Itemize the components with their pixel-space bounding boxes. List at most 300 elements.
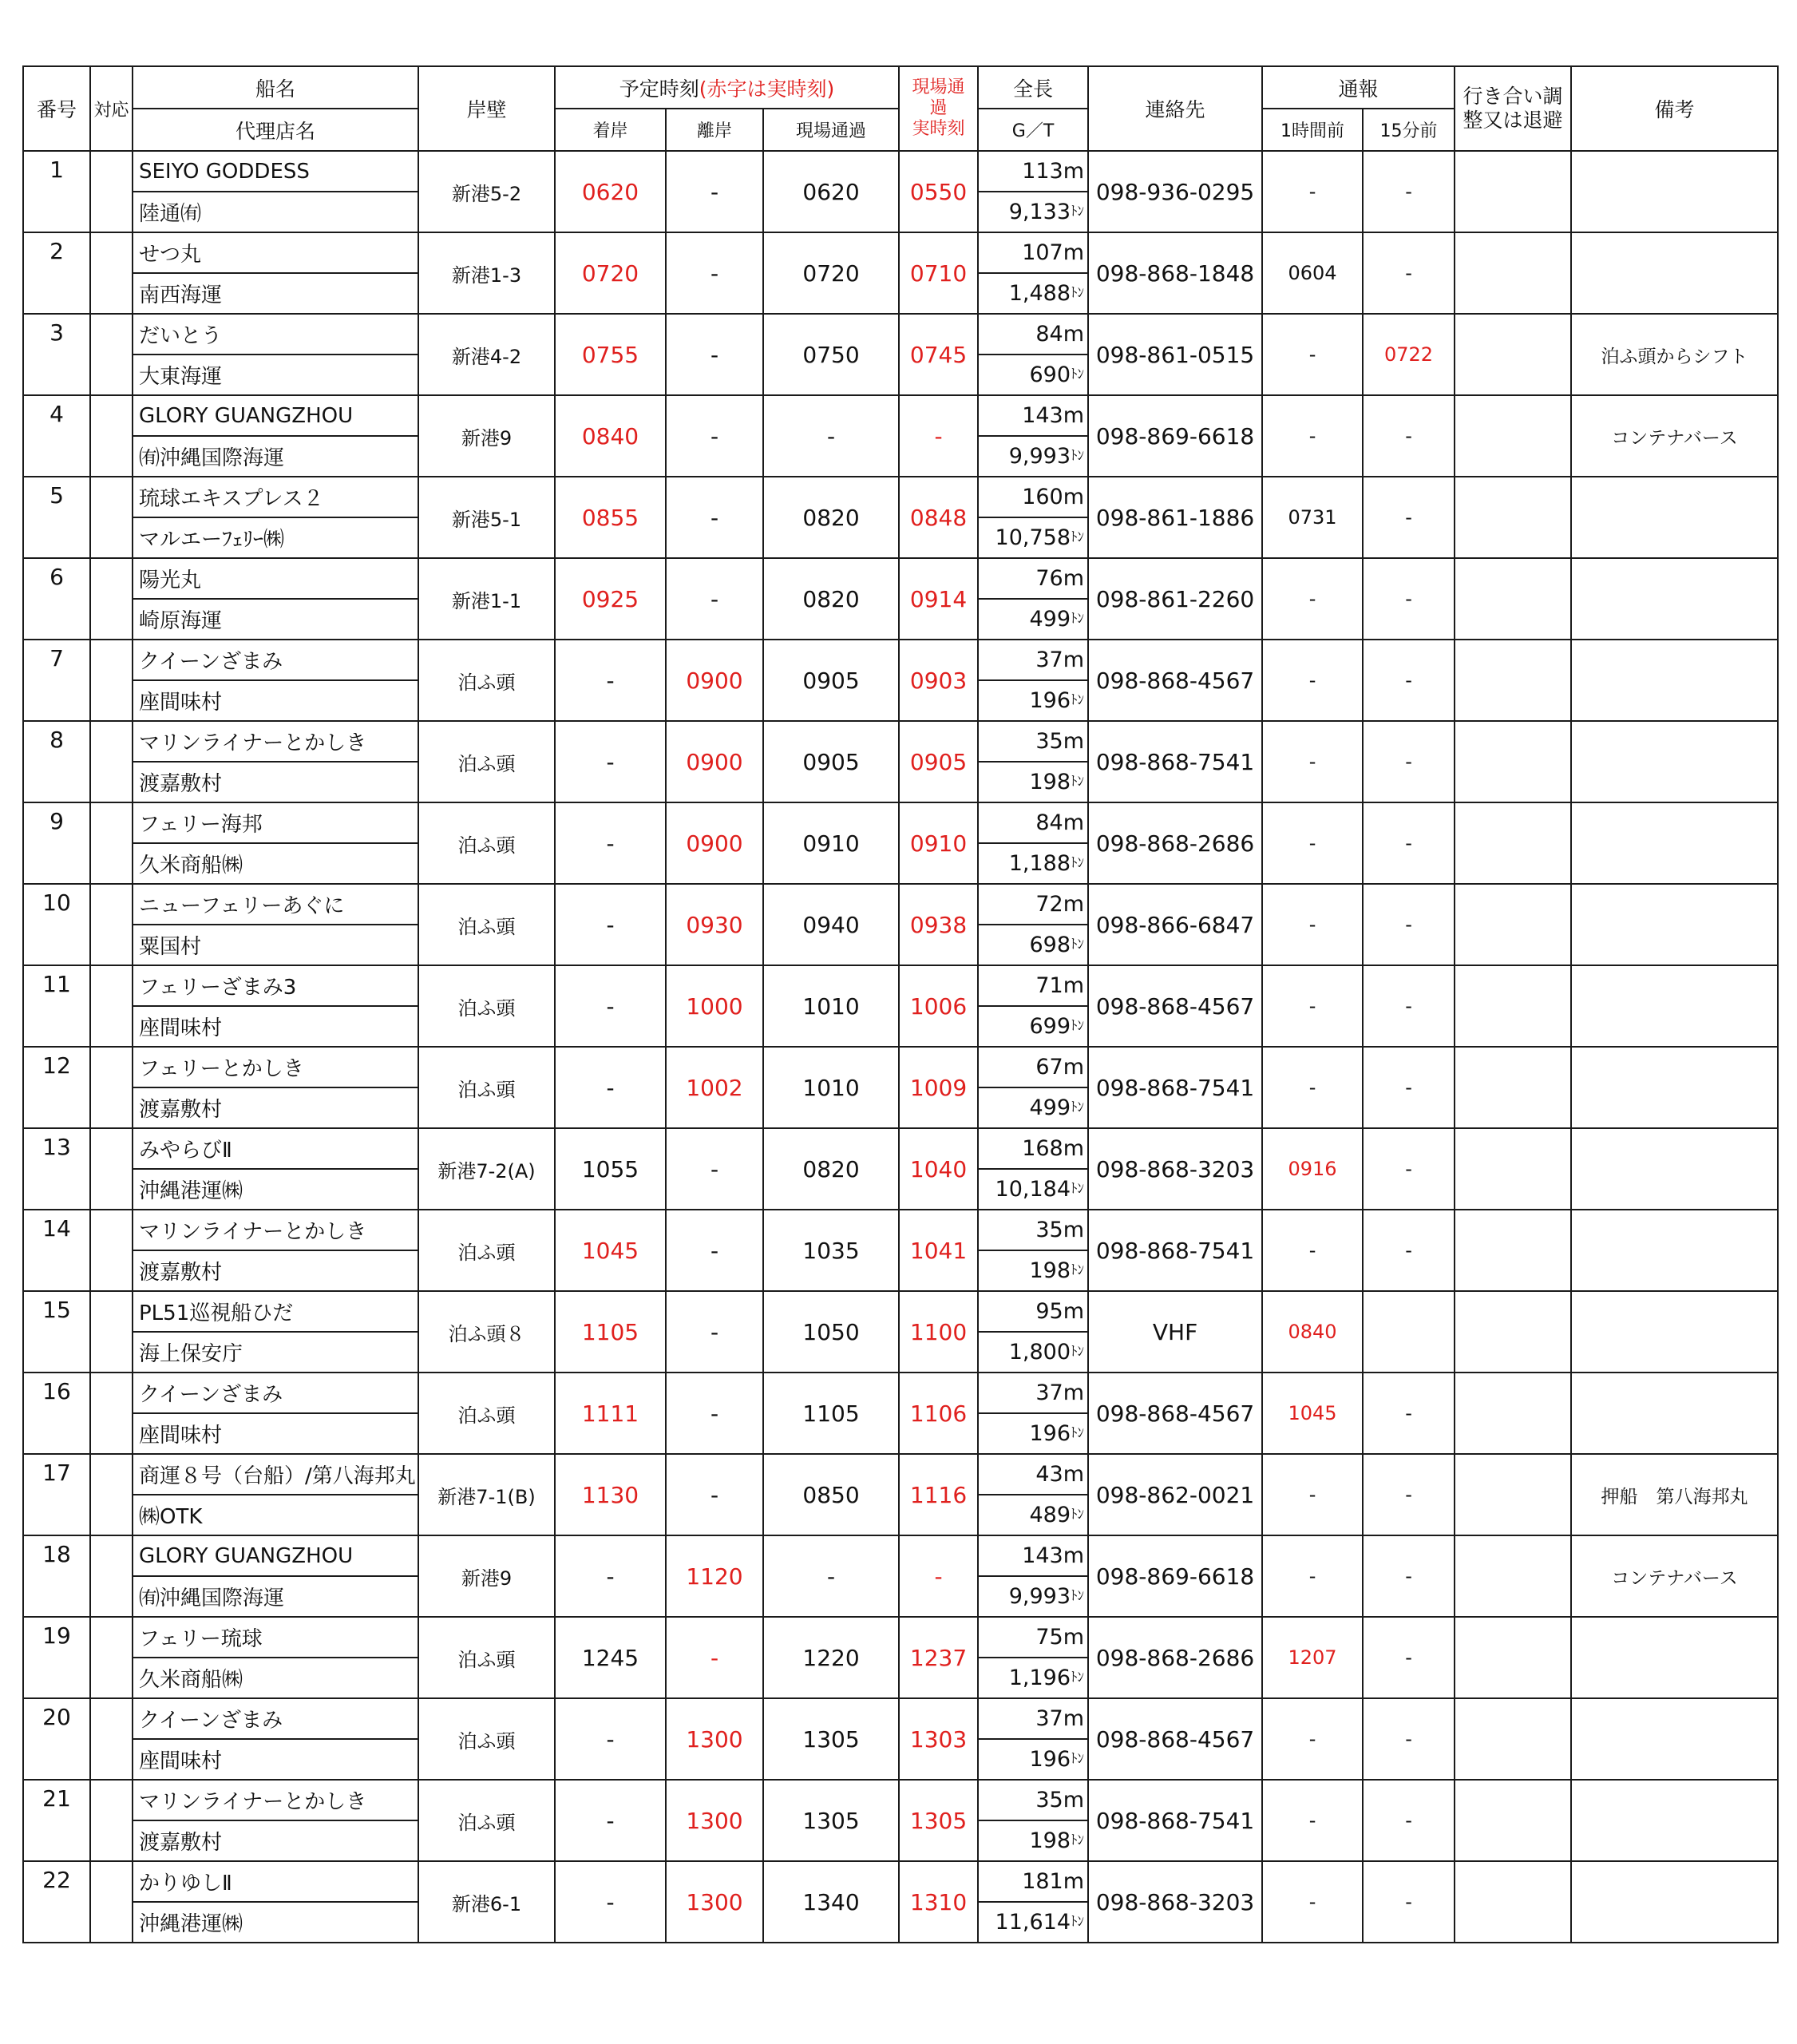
- gross-tonnage: [978, 1250, 1088, 1291]
- remark: コンテナバース: [1571, 1535, 1778, 1617]
- genba-time: 0905: [763, 721, 899, 802]
- genba-time: 0905: [763, 640, 899, 721]
- contact-phone: 098-861-2260: [1088, 558, 1262, 640]
- ton-unit: ﾄﾝ: [1071, 1670, 1085, 1686]
- notice-1h: -: [1262, 884, 1363, 965]
- actual-time: 1040: [899, 1128, 978, 1210]
- berth: 泊ふ頭: [418, 884, 555, 965]
- berth: 泊ふ頭: [418, 1617, 555, 1698]
- contact-phone: 098-868-3203: [1088, 1861, 1262, 1943]
- ship-row-top: [23, 1210, 1778, 1250]
- taio-cell: [90, 232, 133, 314]
- adjust-cell: [1455, 314, 1571, 395]
- adjust-cell: [1455, 1047, 1571, 1128]
- ship-name: かりゆしⅡ: [133, 1861, 418, 1902]
- contact-phone: 098-868-7541: [1088, 1047, 1262, 1128]
- actual-time: 0550: [899, 151, 978, 232]
- notice-1h: -: [1262, 1861, 1363, 1943]
- ship-length: 107m: [978, 232, 1088, 273]
- ton-unit: ﾄﾝ: [1071, 366, 1085, 382]
- header-adjust: [1455, 66, 1571, 151]
- notice-15m: -: [1363, 151, 1455, 232]
- rigan-time: 1300: [666, 1780, 763, 1861]
- ship-row-top: [23, 1698, 1778, 1739]
- rigan-time: 0930: [666, 884, 763, 965]
- chakugan-time: 0755: [555, 314, 666, 395]
- row-number: 10: [23, 884, 90, 965]
- notice-15m: -: [1363, 884, 1455, 965]
- chakugan-time: 1055: [555, 1128, 666, 1210]
- row-number: 13: [23, 1128, 90, 1210]
- berth: 新港1-1: [418, 558, 555, 640]
- ship-row-top: [23, 477, 1778, 517]
- ship-length: 181m: [978, 1861, 1088, 1902]
- ship-name: 琉球エキスプレス２: [133, 477, 418, 517]
- remark: [1571, 1210, 1778, 1291]
- ship-schedule-table: [22, 65, 1779, 1943]
- ship-length: 76m: [978, 558, 1088, 599]
- rigan-time: -: [666, 1454, 763, 1535]
- row-number: 3: [23, 314, 90, 395]
- notice-1h: -: [1262, 1780, 1363, 1861]
- ton-unit: ﾄﾝ: [1071, 1588, 1085, 1604]
- berth: 泊ふ頭: [418, 1780, 555, 1861]
- rigan-time: 1120: [666, 1535, 763, 1617]
- agent-name: ㈱OTK: [133, 1495, 418, 1535]
- contact-phone: 098-861-0515: [1088, 314, 1262, 395]
- notice-1h: -: [1262, 965, 1363, 1047]
- genba-time: 1340: [763, 1861, 899, 1943]
- taio-cell: [90, 1047, 133, 1128]
- header-actual-time: [899, 66, 978, 151]
- rigan-time: -: [666, 1210, 763, 1291]
- ton-unit: ﾄﾝ: [1071, 855, 1085, 871]
- adjust-cell: [1455, 640, 1571, 721]
- gross-tonnage-value: 489: [1029, 1503, 1071, 1527]
- genba-time: 0620: [763, 151, 899, 232]
- chakugan-time: -: [555, 1698, 666, 1780]
- gross-tonnage: [978, 273, 1088, 314]
- ship-name: フェリー海邦: [133, 802, 418, 843]
- ship-length: 43m: [978, 1454, 1088, 1495]
- notice-15m: -: [1363, 1128, 1455, 1210]
- notice-15m: [1363, 1291, 1455, 1373]
- remark: [1571, 1373, 1778, 1454]
- header-agent: 代理店名: [133, 109, 418, 151]
- berth: 泊ふ頭: [418, 1210, 555, 1291]
- actual-time: 1303: [899, 1698, 978, 1780]
- ship-name: フェリーとかしき: [133, 1047, 418, 1087]
- agent-name: 陸通㈲: [133, 192, 418, 232]
- gross-tonnage-value: 10,184: [995, 1177, 1071, 1202]
- notice-15m: -: [1363, 1698, 1455, 1780]
- taio-cell: [90, 965, 133, 1047]
- rigan-time: -: [666, 1373, 763, 1454]
- gross-tonnage: [978, 436, 1088, 477]
- ship-length: 84m: [978, 314, 1088, 355]
- agent-name: 座間味村: [133, 1006, 418, 1047]
- actual-time: 0914: [899, 558, 978, 640]
- gross-tonnage-value: 699: [1029, 1014, 1071, 1039]
- actual-time: -: [899, 395, 978, 477]
- taio-cell: [90, 884, 133, 965]
- agent-name: ㈲沖縄国際海運: [133, 1576, 418, 1617]
- genba-time: 1010: [763, 965, 899, 1047]
- header-scheduled-time: [555, 66, 899, 109]
- gross-tonnage-value: 1,196: [1008, 1666, 1071, 1690]
- adjust-cell: [1455, 395, 1571, 477]
- ton-unit: ﾄﾝ: [1071, 1832, 1085, 1848]
- ship-name: クイーンざまみ: [133, 1698, 418, 1739]
- taio-cell: [90, 1698, 133, 1780]
- ship-length: 37m: [978, 1698, 1088, 1739]
- berth: 泊ふ頭: [418, 1047, 555, 1128]
- berth: 新港6-1: [418, 1861, 555, 1943]
- gross-tonnage-value: 698: [1029, 933, 1071, 957]
- gross-tonnage: [978, 1169, 1088, 1210]
- gross-tonnage-value: 196: [1029, 1421, 1071, 1446]
- contact-phone: 098-936-0295: [1088, 151, 1262, 232]
- genba-time: 1050: [763, 1291, 899, 1373]
- notice-15m: -: [1363, 640, 1455, 721]
- contact-phone: 098-868-4567: [1088, 640, 1262, 721]
- rigan-time: 0900: [666, 721, 763, 802]
- berth: 新港9: [418, 395, 555, 477]
- ship-length: 143m: [978, 395, 1088, 436]
- ship-row-top: [23, 558, 1778, 599]
- agent-name: 南西海運: [133, 273, 418, 314]
- header-gt: G／T: [978, 109, 1088, 151]
- contact-phone: 098-869-6618: [1088, 395, 1262, 477]
- gross-tonnage-value: 1,188: [1008, 851, 1071, 876]
- notice-1h: 1207: [1262, 1617, 1363, 1698]
- gross-tonnage-value: 198: [1029, 770, 1071, 794]
- ship-length: 35m: [978, 721, 1088, 762]
- ship-length: 35m: [978, 1210, 1088, 1250]
- ship-row-top: [23, 965, 1778, 1006]
- taio-cell: [90, 314, 133, 395]
- chakugan-time: -: [555, 802, 666, 884]
- gross-tonnage: [978, 1006, 1088, 1047]
- gross-tonnage: [978, 192, 1088, 232]
- notice-15m: -: [1363, 477, 1455, 558]
- ship-name: みやらびⅡ: [133, 1128, 418, 1169]
- gross-tonnage-value: 198: [1029, 1828, 1071, 1853]
- row-number: 21: [23, 1780, 90, 1861]
- header-adjust-l2: 整又は退避: [1463, 109, 1563, 132]
- rigan-time: 1300: [666, 1861, 763, 1943]
- genba-time: 0850: [763, 1454, 899, 1535]
- row-number: 15: [23, 1291, 90, 1373]
- notice-15m: -: [1363, 1617, 1455, 1698]
- ship-row-top: [23, 1617, 1778, 1658]
- berth: 泊ふ頭: [418, 1698, 555, 1780]
- adjust-cell: [1455, 558, 1571, 640]
- actual-time: 0938: [899, 884, 978, 965]
- notice-15m: -: [1363, 395, 1455, 477]
- remark: [1571, 1291, 1778, 1373]
- adjust-cell: [1455, 1780, 1571, 1861]
- notice-1h: -: [1262, 1210, 1363, 1291]
- notice-1h: -: [1262, 1535, 1363, 1617]
- taio-cell: [90, 1861, 133, 1943]
- remark: [1571, 721, 1778, 802]
- contact-phone: 098-868-7541: [1088, 721, 1262, 802]
- remark: [1571, 151, 1778, 232]
- rigan-time: -: [666, 232, 763, 314]
- chakugan-time: 1130: [555, 1454, 666, 1535]
- remark: 泊ふ頭からシフト: [1571, 314, 1778, 395]
- notice-1h: 0604: [1262, 232, 1363, 314]
- chakugan-time: -: [555, 1780, 666, 1861]
- rigan-time: -: [666, 477, 763, 558]
- remark: コンテナバース: [1571, 395, 1778, 477]
- ship-length: 35m: [978, 1780, 1088, 1820]
- gross-tonnage-value: 1,800: [1008, 1340, 1071, 1365]
- ship-row-top: [23, 1291, 1778, 1332]
- row-number: 18: [23, 1535, 90, 1617]
- gross-tonnage-value: 198: [1029, 1258, 1071, 1283]
- gross-tonnage-value: 1,488: [1008, 281, 1071, 306]
- adjust-cell: [1455, 151, 1571, 232]
- header-genba: 現場通過: [763, 109, 899, 151]
- ship-name: マリンライナーとかしき: [133, 721, 418, 762]
- agent-name: 久米商船㈱: [133, 1658, 418, 1698]
- genba-time: 1305: [763, 1780, 899, 1861]
- rigan-time: -: [666, 151, 763, 232]
- ship-length: 75m: [978, 1617, 1088, 1658]
- contact-phone: 098-868-7541: [1088, 1210, 1262, 1291]
- remark: [1571, 1128, 1778, 1210]
- notice-15m: -: [1363, 232, 1455, 314]
- agent-name: 渡嘉敷村: [133, 1250, 418, 1291]
- notice-1h: -: [1262, 314, 1363, 395]
- actual-time: 1041: [899, 1210, 978, 1291]
- contact-phone: 098-868-1848: [1088, 232, 1262, 314]
- taio-cell: [90, 1454, 133, 1535]
- header-chakugan: 着岸: [555, 109, 666, 151]
- taio-cell: [90, 477, 133, 558]
- notice-15m: -: [1363, 721, 1455, 802]
- gross-tonnage-value: 499: [1029, 607, 1071, 632]
- rigan-time: 1002: [666, 1047, 763, 1128]
- ship-name: フェリー琉球: [133, 1617, 418, 1658]
- rigan-time: 0900: [666, 802, 763, 884]
- contact-phone: VHF: [1088, 1291, 1262, 1373]
- row-number: 17: [23, 1454, 90, 1535]
- adjust-cell: [1455, 721, 1571, 802]
- actual-time: 0905: [899, 721, 978, 802]
- header-berth: 岸壁: [418, 66, 555, 151]
- agent-name: 大東海運: [133, 355, 418, 395]
- berth: 泊ふ頭: [418, 721, 555, 802]
- ship-name: だいとう: [133, 314, 418, 355]
- ship-name: GLORY GUANGZHOU: [133, 1535, 418, 1576]
- taio-cell: [90, 802, 133, 884]
- gross-tonnage: [978, 1902, 1088, 1943]
- row-number: 22: [23, 1861, 90, 1943]
- ton-unit: ﾄﾝ: [1071, 1344, 1085, 1360]
- ship-row-top: [23, 1780, 1778, 1820]
- contact-phone: 098-868-4567: [1088, 1698, 1262, 1780]
- ship-row-top: [23, 151, 1778, 192]
- berth: 新港7-2(A): [418, 1128, 555, 1210]
- rigan-time: -: [666, 314, 763, 395]
- adjust-cell: [1455, 1617, 1571, 1698]
- genba-time: 0940: [763, 884, 899, 965]
- remark: [1571, 232, 1778, 314]
- chakugan-time: 1245: [555, 1617, 666, 1698]
- chakugan-time: 0620: [555, 151, 666, 232]
- taio-cell: [90, 1535, 133, 1617]
- chakugan-time: -: [555, 1047, 666, 1128]
- agent-name: マルエーﾌｪﾘｰ㈱: [133, 517, 418, 558]
- ship-length: 95m: [978, 1291, 1088, 1332]
- gross-tonnage-value: 196: [1029, 688, 1071, 713]
- rigan-time: -: [666, 1128, 763, 1210]
- header-1h: 1時間前: [1262, 109, 1363, 151]
- chakugan-time: -: [555, 640, 666, 721]
- chakugan-time: -: [555, 884, 666, 965]
- chakugan-time: -: [555, 721, 666, 802]
- ton-unit: ﾄﾝ: [1071, 937, 1085, 953]
- gross-tonnage-value: 11,614: [995, 1910, 1071, 1935]
- agent-name: 渡嘉敷村: [133, 1087, 418, 1128]
- gross-tonnage: [978, 1576, 1088, 1617]
- genba-time: -: [763, 395, 899, 477]
- row-number: 20: [23, 1698, 90, 1780]
- gross-tonnage-value: 196: [1029, 1747, 1071, 1772]
- row-number: 16: [23, 1373, 90, 1454]
- ship-name: ニューフェリーあぐに: [133, 884, 418, 925]
- taio-cell: [90, 1617, 133, 1698]
- ship-row-top: [23, 1861, 1778, 1902]
- rigan-time: 1300: [666, 1698, 763, 1780]
- header-contact: 連絡先: [1088, 66, 1262, 151]
- chakugan-time: 1111: [555, 1373, 666, 1454]
- ship-row-top: [23, 1128, 1778, 1169]
- notice-15m: -: [1363, 1454, 1455, 1535]
- ship-row-top: [23, 232, 1778, 273]
- adjust-cell: [1455, 1291, 1571, 1373]
- notice-1h: -: [1262, 151, 1363, 232]
- ship-name: SEIYO GODDESS: [133, 151, 418, 192]
- ton-unit: ﾄﾝ: [1071, 1181, 1085, 1197]
- notice-15m: 0722: [1363, 314, 1455, 395]
- ship-row-top: [23, 1047, 1778, 1087]
- notice-15m: -: [1363, 965, 1455, 1047]
- header-15m: 15分前: [1363, 109, 1455, 151]
- gross-tonnage: [978, 599, 1088, 640]
- gross-tonnage: [978, 1087, 1088, 1128]
- ton-unit: ﾄﾝ: [1071, 448, 1085, 464]
- ton-unit: ﾄﾝ: [1071, 1425, 1085, 1441]
- actual-time: 1106: [899, 1373, 978, 1454]
- agent-name: 渡嘉敷村: [133, 762, 418, 802]
- contact-phone: 098-868-4567: [1088, 965, 1262, 1047]
- adjust-cell: [1455, 1535, 1571, 1617]
- chakugan-time: -: [555, 1861, 666, 1943]
- ship-length: 168m: [978, 1128, 1088, 1169]
- adjust-cell: [1455, 1861, 1571, 1943]
- ship-row-top: [23, 395, 1778, 436]
- ton-unit: ﾄﾝ: [1071, 611, 1085, 627]
- chakugan-time: -: [555, 965, 666, 1047]
- remark: [1571, 965, 1778, 1047]
- ship-length: 72m: [978, 884, 1088, 925]
- remark: [1571, 558, 1778, 640]
- gross-tonnage: [978, 925, 1088, 965]
- adjust-cell: [1455, 1698, 1571, 1780]
- gross-tonnage: [978, 517, 1088, 558]
- notice-15m: -: [1363, 1535, 1455, 1617]
- ship-name: マリンライナーとかしき: [133, 1780, 418, 1820]
- adjust-cell: [1455, 884, 1571, 965]
- table-header: [23, 66, 1778, 151]
- adjust-cell: [1455, 965, 1571, 1047]
- header-actual-l2: 過: [929, 98, 948, 118]
- header-notice: 通報: [1262, 66, 1455, 109]
- agent-name: 沖縄港運㈱: [133, 1169, 418, 1210]
- ship-length: 67m: [978, 1047, 1088, 1087]
- header-length: 全長: [978, 66, 1088, 109]
- chakugan-time: -: [555, 1535, 666, 1617]
- ton-unit: ﾄﾝ: [1071, 285, 1085, 301]
- genba-time: 1305: [763, 1698, 899, 1780]
- notice-1h: 0731: [1262, 477, 1363, 558]
- berth: 新港1-3: [418, 232, 555, 314]
- ship-row-top: [23, 1535, 1778, 1576]
- ship-length: 37m: [978, 1373, 1088, 1413]
- berth: 新港5-2: [418, 151, 555, 232]
- contact-phone: 098-868-4567: [1088, 1373, 1262, 1454]
- rigan-time: 0900: [666, 640, 763, 721]
- adjust-cell: [1455, 1210, 1571, 1291]
- ship-row-top: [23, 314, 1778, 355]
- ship-name: PL51巡視船ひだ: [133, 1291, 418, 1332]
- ship-row-top: [23, 1454, 1778, 1495]
- rigan-time: -: [666, 558, 763, 640]
- ship-length: 37m: [978, 640, 1088, 680]
- actual-time: 1305: [899, 1780, 978, 1861]
- ship-name: クイーンざまみ: [133, 640, 418, 680]
- gross-tonnage: [978, 762, 1088, 802]
- ton-unit: ﾄﾝ: [1071, 1914, 1085, 1930]
- header-ship: 船名: [133, 66, 418, 109]
- row-number: 4: [23, 395, 90, 477]
- chakugan-time: 0840: [555, 395, 666, 477]
- taio-cell: [90, 721, 133, 802]
- ship-name: フェリーざまみ3: [133, 965, 418, 1006]
- gross-tonnage: [978, 1658, 1088, 1698]
- actual-time: 1237: [899, 1617, 978, 1698]
- row-number: 7: [23, 640, 90, 721]
- actual-time: 0903: [899, 640, 978, 721]
- gross-tonnage-value: 690: [1029, 362, 1071, 387]
- gross-tonnage: [978, 355, 1088, 395]
- genba-time: 0750: [763, 314, 899, 395]
- chakugan-time: 0720: [555, 232, 666, 314]
- berth: 新港4-2: [418, 314, 555, 395]
- taio-cell: [90, 1210, 133, 1291]
- rigan-time: -: [666, 1617, 763, 1698]
- chakugan-time: 0855: [555, 477, 666, 558]
- ship-row-top: [23, 640, 1778, 680]
- row-number: 11: [23, 965, 90, 1047]
- row-number: 14: [23, 1210, 90, 1291]
- gross-tonnage-value: 9,993: [1008, 444, 1071, 469]
- notice-1h: -: [1262, 1698, 1363, 1780]
